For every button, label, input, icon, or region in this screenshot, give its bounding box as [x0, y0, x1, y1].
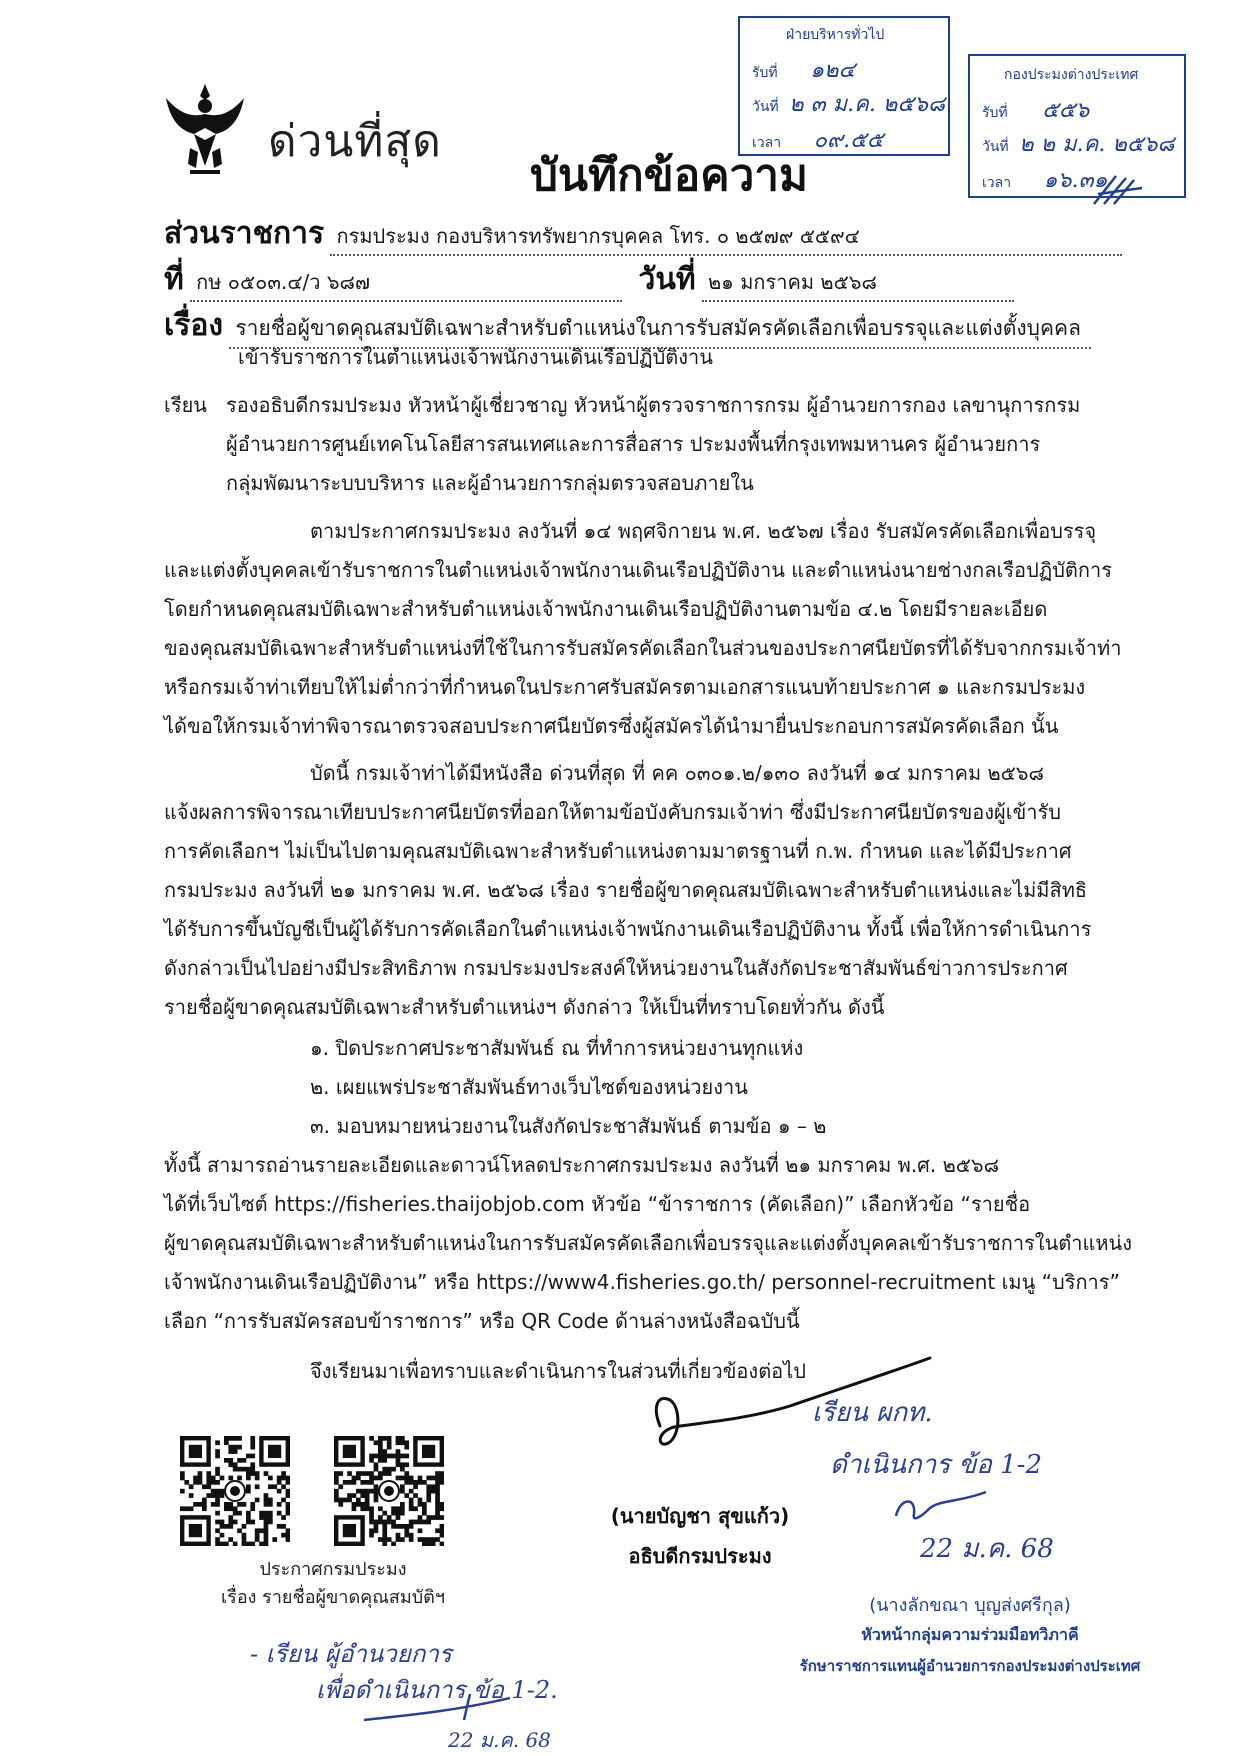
- paragraph-2-line-5: ได้รับการขึ้นบัญชีเป็นผู้ได้รับการคัดเลือกในตำแหน่งเจ้าพนักงานเดินเรือปฏิบัติงาน ทั้งนี้ เพื่อให้การดำเนินการ: [164, 917, 1092, 941]
- paragraph-3-line-2: ได้ที่เว็บไซต์ https://fisheries.thaijobjob.com หัวข้อ “ข้าราชการ (คัดเลือก)” เลือกหัวข้อ “รายชื่อ: [164, 1192, 1031, 1216]
- closing-line: จึงเรียนมาเพื่อทราบและดำเนินการในส่วนที่เกี่ยวข้องต่อไป: [310, 1359, 806, 1383]
- action-list-item-2: ๒. เผยแพร่ประชาสัมพันธ์ทางเว็บไซต์ของหน่วยงาน: [310, 1075, 748, 1099]
- paragraph-1-line-2: และแต่งตั้งบุคคลเข้ารับราชการในตำแหน่งเจ้าพนักงานเดินเรือปฏิบัติงาน และตำแหน่งนายช่างกลเรือปฏิบัติการ: [164, 558, 1112, 582]
- stamp-time-label: เวลา: [982, 175, 1012, 191]
- subject-label: เรื่อง: [164, 308, 224, 343]
- salutation-line-3: กลุ่มพัฒนาระบบบริหาร และผู้อำนวยการกลุ่มตรวจสอบภายใน: [226, 471, 754, 495]
- agency-value: กรมประมง กองบริหารทรัพยากรบุคคล โทร. ๐ ๒๕๗๙ ๕๕๙๔: [330, 220, 1122, 256]
- paragraph-3-line-5: เลือก “การรับสมัครสอบข้าราชการ” หรือ QR Code ด้านล่างหนังสือฉบับนี้: [164, 1309, 800, 1333]
- number-date-row: [164, 256, 1014, 303]
- general-admin-receipt-stamp: [738, 16, 950, 156]
- acting-official-block: [760, 1590, 1180, 1678]
- handwritten-left-greeting: - เรียน ผู้อำนวยการ: [250, 1640, 452, 1668]
- stamp-receive-number: ๑๒๔: [810, 58, 856, 83]
- paragraph-1-line-3: โดยกำหนดคุณสมบัติเฉพาะสำหรับตำแหน่งเจ้าพนักงานเดินเรือปฏิบัติงานตามข้อ ๔.๒ โดยมีรายละเอียด: [164, 597, 1048, 621]
- subject-line-1: รายชื่อผู้ขาดคุณสมบัติเฉพาะสำหรับตำแหน่งในการรับสมัครคัดเลือกเพื่อบรรจุและแต่งตั้งบุคคล: [229, 312, 1091, 349]
- handwritten-note-greeting: เรียน ผกท.: [812, 1398, 933, 1428]
- acting-official-title: รักษาราชการแทนผู้อำนวยการกองประมงต่างประเทศ: [799, 1657, 1141, 1675]
- paragraph-1-line-5: หรือกรมเจ้าท่าเทียบให้ไม่ต่ำกว่าที่กำหนดในประกาศรับสมัครตามเอกสารแนบท้ายประกาศ ๑ และกรมประมง: [164, 675, 1086, 699]
- action-list-item-3: ๓. มอบหมายหน่วยงานในสังกัดประชาสัมพันธ์ ตามข้อ ๑ – ๒: [310, 1114, 827, 1138]
- date-label: วันที่: [638, 262, 696, 297]
- director-position: อธิบดีกรมประมง: [628, 1544, 772, 1568]
- paragraph-2-line-6: ดังกล่าวเป็นไปอย่างมีประสิทธิภาพ กรมประมงประสงค์ให้หน่วยงานในสังกัดประชาสัมพันธ์ข่าวการประกาศ: [164, 956, 1068, 980]
- qr-caption-line-1: ประกาศกรมประมง: [259, 1559, 407, 1580]
- acting-official-name: (นางลักขณา บุญส่งศรีกุล): [869, 1595, 1071, 1616]
- document-number: กษ ๐๕๐๓.๔/ว ๖๘๗: [190, 266, 622, 302]
- handwritten-note-date: 22 ม.ค. 68: [920, 1534, 1054, 1564]
- stamp-time-value: ๑๖.๓๑: [1043, 168, 1108, 193]
- paragraph-2-line-1: บัดนี้ กรมเจ้าท่าได้มีหนังสือ ด่วนที่สุด ที่ คค ๐๓๐๑.๒/๑๓๐ ลงวันที่ ๑๔ มกราคม ๒๕๖๘: [310, 761, 1044, 785]
- garuda-emblem-icon: [160, 78, 250, 178]
- stamp-receive-label: รับที่: [982, 105, 1008, 121]
- qr-code-website-icon[interactable]: [334, 1436, 444, 1546]
- action-list-item-1: ๑. ปิดประกาศประชาสัมพันธ์ ณ ที่ทำการหน่วยงานทุกแห่ง: [310, 1036, 804, 1060]
- stamp-title: กองประมงต่างประเทศ: [1004, 67, 1139, 83]
- agency-row: [164, 210, 1122, 257]
- qr-code-announcement-icon[interactable]: [180, 1436, 290, 1546]
- paragraph-3-line-1: ทั้งนี้ สามารถอ่านรายละเอียดและดาวน์โหลดประกาศกรมประมง ลงวันที่ ๒๑ มกราคม พ.ศ. ๒๕๖๘: [164, 1153, 1000, 1177]
- paragraph-2-line-4: กรมประมง ลงวันที่ ๒๑ มกราคม พ.ศ. ๒๕๖๘ เรื่อง รายชื่อผู้ขาดคุณสมบัติเฉพาะสำหรับตำแหน่งและไม่มีสิทธิ: [164, 878, 1088, 902]
- paragraph-3-line-4: เจ้าพนักงานเดินเรือปฏิบัติงาน” หรือ https://www4.fisheries.go.th/ personnel-recruitment เมนู “บริการ”: [164, 1270, 1120, 1294]
- paragraph-1-line-6: ได้ขอให้กรมเจ้าท่าพิจารณาตรวจสอบประกาศนียบัตรซึ่งผู้สมัครได้นำมายื่นประกอบการสมัครคัดเลือก นั้น: [164, 714, 1059, 738]
- salutation-line-1: รองอธิบดีกรมประมง หัวหน้าผู้เชี่ยวชาญ หัวหน้าผู้ตรวจราชการกรม ผู้อำนวยการกอง เลขานุการกรม: [226, 393, 1081, 417]
- number-label: ที่: [164, 262, 184, 297]
- salutation-line-2: ผู้อำนวยการศูนย์เทคโนโลยีสารสนเทศและการสื่อสาร ประมงพื้นที่กรุงเทพมหานคร ผู้อำนวยการ: [226, 432, 1041, 456]
- paragraph-1-line-4: ของคุณสมบัติเฉพาะสำหรับตำแหน่งที่ใช้ในการรับสมัครคัดเลือกในส่วนของประกาศนียบัตรที่ได้รับจากกรมเจ้าท่า: [164, 636, 1122, 660]
- document-date: ๒๑ มกราคม ๒๕๖๘: [702, 266, 1014, 302]
- agency-label: ส่วนราชการ: [164, 216, 325, 251]
- handwritten-left-instruction: เพื่อดำเนินการ ข้อ 1-2.: [316, 1676, 558, 1704]
- subject-line-2: เข้ารับราชการในตำแหน่งเจ้าพนักงานเดินเรือปฏิบัติงาน: [238, 345, 713, 369]
- stamp-receive-label: รับที่: [752, 65, 778, 81]
- stamp-date-value: ๒ ๒ ม.ค. ๒๕๖๘: [1019, 132, 1175, 157]
- paragraph-1-line-1: ตามประกาศกรมประมง ลงวันที่ ๑๔ พฤศจิกายน พ.ศ. ๒๕๖๗ เรื่อง รับสมัครคัดเลือกเพื่อบรรจุ: [310, 519, 1097, 543]
- salutation-label: เรียน: [164, 393, 207, 417]
- stamp-date-value: ๒ ๓ ม.ค. ๒๕๖๘: [789, 92, 945, 117]
- director-name: (นายบัญชา สุขแก้ว): [610, 1504, 790, 1528]
- handwritten-initial-icon: [890, 1488, 990, 1528]
- stamp-receive-number: ๕๕๖: [1042, 98, 1090, 123]
- memo-title: บันทึกข้อความ: [530, 150, 809, 201]
- handwritten-left-date: 22 ม.ค. 68: [448, 1728, 551, 1752]
- qr-caption-line-2: เรื่อง รายชื่อผู้ขาดคุณสมบัติฯ: [221, 1587, 445, 1608]
- paragraph-3-line-3: ผู้ขาดคุณสมบัติเฉพาะสำหรับตำแหน่งในการรับสมัครคัดเลือกเพื่อบรรจุและแต่งตั้งบุคคลเข้ารับราชการในตำแหน่ง: [164, 1231, 1132, 1255]
- paragraph-2-line-7: รายชื่อผู้ขาดคุณสมบัติเฉพาะสำหรับตำแหน่งฯ ดังกล่าว ให้เป็นที่ทราบโดยทั่วกัน ดังนี้: [164, 995, 885, 1019]
- paragraph-2-line-3: การคัดเลือกฯ ไม่เป็นไปตามคุณสมบัติเฉพาะสำหรับตำแหน่งตามมาตรฐานที่ ก.พ. กำหนด และได้มีประกาศ: [164, 839, 1072, 863]
- stamp-initial-scribble-icon: [1090, 170, 1150, 210]
- stamp-date-label: วันที่: [752, 99, 779, 115]
- urgency-label: ด่วนที่สุด: [268, 116, 442, 167]
- director-signature-block: [580, 1500, 820, 1572]
- stamp-time-value: ๐๙.๕๕: [813, 128, 884, 153]
- foreign-division-receipt-stamp: [968, 54, 1186, 198]
- stamp-time-label: เวลา: [752, 135, 782, 151]
- stamp-title: ฝ่ายบริหารทั่วไป: [786, 27, 885, 43]
- handwritten-note-instruction: ดำเนินการ ข้อ 1-2: [830, 1450, 1043, 1480]
- paragraph-2-line-2: แจ้งผลการพิจารณาเทียบประกาศนียบัตรที่ออกให้ตามข้อบังคับกรมเจ้าท่า ซึ่งมีประกาศนียบัตรของผู้เข้ารับ: [164, 800, 1061, 824]
- stamp-date-label: วันที่: [982, 139, 1009, 155]
- acting-official-position: หัวหน้ากลุ่มความร่วมมือทวิภาคี: [861, 1625, 1079, 1644]
- qr-caption: [168, 1556, 498, 1612]
